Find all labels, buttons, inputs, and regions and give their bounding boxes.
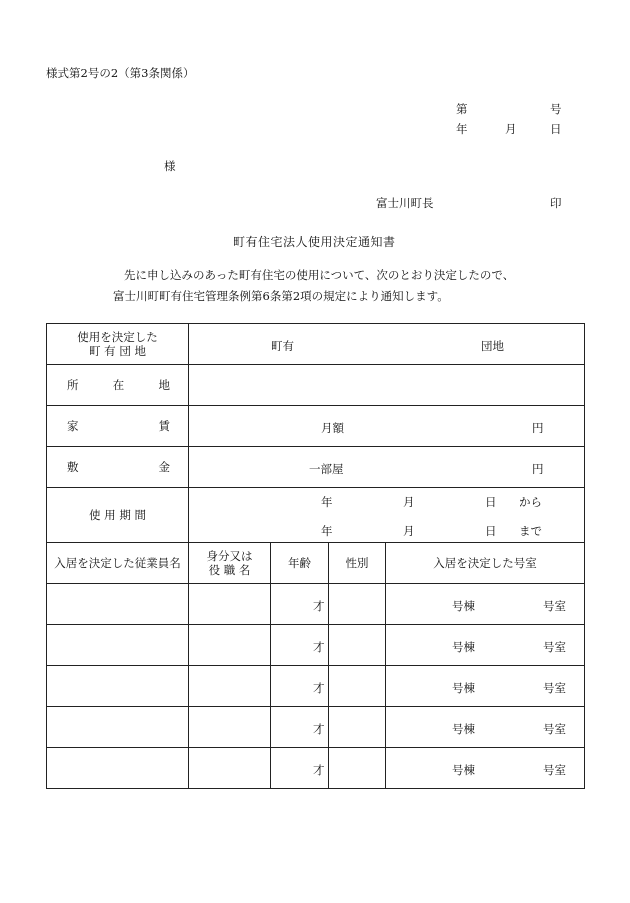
rent-row bbox=[47, 406, 585, 447]
housing-label-line1: 使用を決定した bbox=[77, 329, 158, 344]
period-to: まで bbox=[519, 524, 542, 538]
addressee-suffix: 様 bbox=[164, 159, 176, 173]
location-char: 地 bbox=[158, 378, 170, 392]
deposit-char: 金 bbox=[158, 460, 170, 474]
rent-char: 賃 bbox=[158, 419, 170, 433]
date-day: 日 bbox=[550, 122, 562, 136]
period-start-year: 年 bbox=[321, 495, 333, 509]
age-unit: 才 bbox=[313, 599, 325, 613]
employee-header: 入居を決定した従業員名 bbox=[47, 543, 189, 584]
gender-cell[interactable] bbox=[329, 584, 386, 625]
form-id: 様式第2号の2（第3条関係） bbox=[46, 66, 195, 80]
period-value-cell[interactable] bbox=[189, 488, 585, 543]
employee-name-cell[interactable] bbox=[47, 748, 189, 789]
employee-name-cell[interactable] bbox=[47, 707, 189, 748]
date-month: 月 bbox=[505, 122, 517, 136]
deposit-value-cell[interactable] bbox=[189, 447, 585, 488]
resident-row bbox=[47, 707, 585, 748]
period-start-day: 日 bbox=[485, 495, 497, 509]
period-from: から bbox=[519, 495, 542, 509]
rent-monthly-label: 月額 bbox=[321, 421, 344, 435]
room-cell[interactable] bbox=[386, 748, 585, 789]
location-char: 在 bbox=[112, 378, 125, 392]
period-row bbox=[47, 488, 585, 543]
period-end-day: 日 bbox=[485, 524, 497, 538]
age-unit: 才 bbox=[313, 763, 325, 777]
position-cell[interactable] bbox=[189, 666, 271, 707]
room-unit: 号室 bbox=[543, 640, 566, 654]
age-unit: 才 bbox=[313, 640, 325, 654]
number-prefix: 第 bbox=[456, 102, 468, 116]
resident-header-row bbox=[47, 543, 585, 584]
age-unit: 才 bbox=[313, 681, 325, 695]
position-header-line2: 役 職 名 bbox=[208, 563, 251, 577]
sender-name: 富士川町長 bbox=[376, 196, 434, 210]
building-unit: 号棟 bbox=[452, 681, 475, 695]
location-value-cell[interactable] bbox=[189, 365, 585, 406]
employee-name-cell[interactable] bbox=[47, 584, 189, 625]
notice-table bbox=[46, 323, 585, 789]
housing-label-cell bbox=[47, 324, 189, 365]
document-title: 町有住宅法人使用決定通知書 bbox=[233, 235, 396, 249]
rent-label-cell bbox=[47, 406, 189, 447]
number-suffix: 号 bbox=[550, 102, 562, 116]
gender-header: 性別 bbox=[329, 543, 386, 584]
deposit-label-cell bbox=[47, 447, 189, 488]
period-label: 使 用 期 間 bbox=[89, 508, 146, 522]
employee-name-cell[interactable] bbox=[47, 666, 189, 707]
location-char: 所 bbox=[67, 378, 79, 392]
age-cell[interactable] bbox=[271, 707, 329, 748]
period-label-cell bbox=[47, 488, 189, 543]
room-cell[interactable] bbox=[386, 707, 585, 748]
age-cell[interactable] bbox=[271, 625, 329, 666]
age-cell[interactable] bbox=[271, 748, 329, 789]
position-header bbox=[189, 543, 271, 584]
rent-currency: 円 bbox=[532, 421, 544, 435]
room-unit: 号室 bbox=[543, 681, 566, 695]
body-line-2: 富士川町町有住宅管理条例第6条第2項の規定により通知します。 bbox=[113, 289, 449, 303]
rent-value-cell[interactable] bbox=[189, 406, 585, 447]
position-cell[interactable] bbox=[189, 584, 271, 625]
gender-cell[interactable] bbox=[329, 666, 386, 707]
date-year: 年 bbox=[456, 122, 468, 136]
deposit-char: 敷 bbox=[67, 460, 79, 474]
deposit-currency: 円 bbox=[532, 462, 544, 476]
housing-value-cell bbox=[189, 324, 585, 365]
resident-row bbox=[47, 625, 585, 666]
body-line-1: 先に申し込みのあった町有住宅の使用について、次のとおり決定したので、 bbox=[124, 268, 515, 282]
rent-char: 家 bbox=[67, 419, 79, 433]
period-end-month: 月 bbox=[403, 524, 415, 538]
room-cell[interactable] bbox=[386, 666, 585, 707]
room-unit: 号室 bbox=[543, 722, 566, 736]
employee-name-cell[interactable] bbox=[47, 625, 189, 666]
room-unit: 号室 bbox=[543, 763, 566, 777]
room-header: 入居を決定した号室 bbox=[386, 543, 585, 584]
resident-row bbox=[47, 666, 585, 707]
period-start-month: 月 bbox=[403, 495, 415, 509]
deposit-row bbox=[47, 447, 585, 488]
position-cell[interactable] bbox=[189, 625, 271, 666]
building-unit: 号棟 bbox=[452, 640, 475, 654]
building-unit: 号棟 bbox=[452, 722, 475, 736]
deposit-per-room-label: 一部屋 bbox=[309, 462, 344, 476]
gender-cell[interactable] bbox=[329, 748, 386, 789]
age-cell[interactable] bbox=[271, 584, 329, 625]
housing-town-label: 町有 bbox=[271, 339, 294, 353]
resident-row bbox=[47, 748, 585, 789]
position-cell[interactable] bbox=[189, 748, 271, 789]
housing-complex-label: 団地 bbox=[481, 339, 504, 353]
location-label-cell bbox=[47, 365, 189, 406]
position-cell[interactable] bbox=[189, 707, 271, 748]
building-unit: 号棟 bbox=[452, 763, 475, 777]
age-cell[interactable] bbox=[271, 666, 329, 707]
location-row bbox=[47, 365, 585, 406]
building-unit: 号棟 bbox=[452, 599, 475, 613]
age-unit: 才 bbox=[313, 722, 325, 736]
gender-cell[interactable] bbox=[329, 707, 386, 748]
period-end-year: 年 bbox=[321, 524, 333, 538]
sender-seal: 印 bbox=[550, 196, 562, 210]
room-cell[interactable] bbox=[386, 584, 585, 625]
room-cell[interactable] bbox=[386, 625, 585, 666]
age-header: 年齢 bbox=[271, 543, 329, 584]
gender-cell[interactable] bbox=[329, 625, 386, 666]
housing-row bbox=[47, 324, 585, 365]
resident-row bbox=[47, 584, 585, 625]
room-unit: 号室 bbox=[543, 599, 566, 613]
position-header-line1: 身分又は bbox=[206, 548, 253, 563]
housing-label-line2: 町 有 団 地 bbox=[89, 344, 146, 358]
